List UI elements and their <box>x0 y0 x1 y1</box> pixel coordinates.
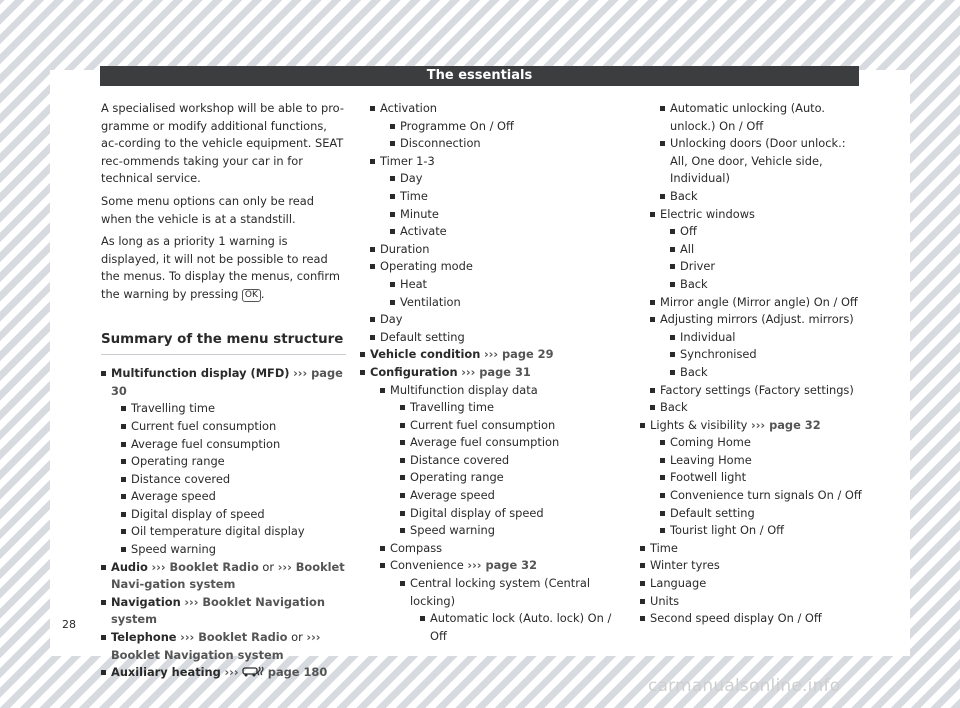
list-item <box>660 434 865 452</box>
activation-label: Activation <box>380 101 438 115</box>
list-item <box>650 206 865 294</box>
list-item <box>121 506 346 524</box>
list-item <box>370 258 615 311</box>
list-item <box>640 593 865 611</box>
operating-mode-label: Operating mode <box>380 259 473 274</box>
list-item-label: Time <box>400 188 428 203</box>
column-3 <box>640 100 865 628</box>
configuration-label: Configuration <box>370 364 458 379</box>
list-item <box>640 540 865 558</box>
list-item <box>101 559 346 594</box>
mirror-sublist <box>660 329 865 382</box>
menu-list-3-top <box>640 417 865 540</box>
compass-label: Compass <box>390 540 443 555</box>
mode-sublist <box>380 276 615 311</box>
default-setting-label: Default setting <box>380 329 465 344</box>
ok-key-icon: OK <box>242 289 261 302</box>
timer-label: Timer 1-3 <box>380 153 435 168</box>
list-item-label: Average fuel consumption <box>410 435 560 450</box>
list-item <box>670 276 865 294</box>
back-label: Back <box>660 400 688 415</box>
unlock-doors-label: Unlocking doors (Door unlock.: All, One door, Vehicle side, Individual) <box>670 136 846 186</box>
list-item-label: Heat <box>400 276 428 291</box>
day-label: Day <box>380 312 403 327</box>
page-number: 28 <box>62 618 76 631</box>
list-item-label: Leaving Home <box>670 452 752 467</box>
list-item <box>390 118 615 136</box>
list-item <box>660 452 865 470</box>
list-item <box>660 100 865 135</box>
factory-settings-label: Factory settings (Factory settings) <box>660 382 854 397</box>
list-item-label: Default setting <box>670 505 755 520</box>
list-item <box>670 346 865 364</box>
list-item-label: Individual <box>680 329 736 344</box>
list-item-label: Speed warning <box>410 523 495 538</box>
list-item <box>121 400 346 418</box>
telephone-label: Telephone <box>111 630 177 645</box>
list-item <box>121 471 346 489</box>
list-item-label: Distance covered <box>410 452 510 467</box>
section-title: Summary of the menu structure <box>101 326 346 356</box>
aux-heating-arrows: ››› <box>224 665 239 680</box>
list-item-label: All <box>680 241 695 256</box>
list-item-label: Convenience turn signals On / Off <box>670 488 862 503</box>
telephone-or: or <box>291 630 303 645</box>
list-item <box>370 311 615 329</box>
list-item <box>380 540 615 558</box>
list-item <box>390 170 615 188</box>
list-item-label: Average fuel consumption <box>131 436 281 451</box>
menu-list-3-deep <box>640 100 865 206</box>
programme-label: Programme On / Off <box>400 118 514 133</box>
convenience-label: Convenience <box>390 558 464 573</box>
column-1 <box>101 100 346 682</box>
list-item-label: Synchronised <box>680 347 757 362</box>
list-item-label: Oil temperature digital display <box>131 524 305 539</box>
list-item-label: Off <box>680 224 697 239</box>
list-item <box>400 452 615 470</box>
aux-heating-page-link[interactable]: page 180 <box>267 665 328 680</box>
list-item <box>121 453 346 471</box>
list-item-label: Current fuel consumption <box>410 417 556 432</box>
configuration-link[interactable]: ››› page 31 <box>461 364 531 379</box>
aux-heating-label: Auxiliary heating <box>111 665 221 680</box>
intro-paragraph-3 <box>101 233 346 303</box>
audio-or: or <box>262 559 275 574</box>
list-item-label: Travelling time <box>131 401 215 416</box>
list-item-label: Ventilation <box>400 294 461 309</box>
convenience-link[interactable]: ››› page 32 <box>467 558 537 573</box>
timer-sublist <box>380 170 615 240</box>
list-item-label: Second speed display On / Off <box>650 611 822 626</box>
list-item <box>400 434 615 452</box>
list-item <box>101 629 346 664</box>
list-item-label: Driver <box>680 259 716 274</box>
list-item <box>101 365 346 559</box>
list-item-label: Activate <box>400 224 447 239</box>
list-item <box>121 436 346 454</box>
list-item <box>101 594 346 629</box>
list-item <box>370 329 615 347</box>
list-item <box>390 276 615 294</box>
intro-paragraph-3-text: As long as a priority 1 warning is displayed, it will not be possible to read the menus. To display the menus, confirm the warning by pressing <box>101 234 340 301</box>
list-item <box>390 206 615 224</box>
list-item <box>660 522 865 540</box>
list-item-label: Operating range <box>410 470 504 485</box>
mfd-data-sublist <box>390 399 615 540</box>
auxiliary-heater-icon <box>242 665 264 677</box>
audio-radio-link[interactable]: ››› Booklet Radio <box>151 559 259 574</box>
list-item-label: Day <box>400 171 423 186</box>
list-item-label: Back <box>680 276 708 291</box>
list-item <box>400 505 615 523</box>
list-item <box>670 223 865 241</box>
list-item <box>400 487 615 505</box>
list-item <box>670 258 865 276</box>
telephone-navigation-link[interactable]: ››› Booklet Navigation system <box>111 630 321 662</box>
list-item <box>640 575 865 593</box>
auto-unlock-label: Automatic unlocking (Auto. unlock.) On / Off <box>670 101 826 133</box>
list-item <box>650 311 865 381</box>
vehicle-condition-label: Vehicle condition <box>370 347 481 362</box>
list-item <box>640 610 865 628</box>
list-item-label: Digital display of speed <box>410 505 544 520</box>
mfd-sublist <box>111 400 346 558</box>
list-item-label: Average speed <box>410 488 495 503</box>
list-item-label: Language <box>650 576 707 591</box>
electric-windows-label: Electric windows <box>660 206 755 221</box>
lights-sublist <box>650 434 865 540</box>
list-item <box>121 488 346 506</box>
list-item <box>650 399 865 417</box>
list-item <box>121 523 346 541</box>
window-sublist <box>660 223 865 293</box>
telephone-radio-link[interactable]: ››› Booklet Radio <box>180 630 288 645</box>
list-item-label: Coming Home <box>670 435 751 450</box>
column-2 <box>370 100 615 645</box>
menu-list-3-mid <box>640 206 865 417</box>
menu-list-3-bottom <box>640 540 865 628</box>
list-item-label: Digital display of speed <box>131 506 265 521</box>
list-item-label: Units <box>650 593 680 608</box>
list-item <box>660 505 865 523</box>
list-item <box>640 557 865 575</box>
intro-paragraph-3-end: . <box>260 286 265 301</box>
list-item <box>370 153 615 241</box>
list-item <box>390 294 615 312</box>
list-item-label: Speed warning <box>131 542 216 557</box>
auto-lock-label: Automatic lock (Auto. lock) On / Off <box>430 611 612 643</box>
mirror-angle-label: Mirror angle (Mirror angle) On / Off <box>660 294 858 309</box>
watermark: carmanualsonline.info <box>648 676 841 696</box>
list-item-label: Back <box>680 364 708 379</box>
list-item-label: Operating range <box>131 454 225 469</box>
lights-label: Lights & visibility <box>650 417 748 432</box>
list-item <box>390 188 615 206</box>
list-item-label: Current fuel consumption <box>131 418 277 433</box>
audio-label: Audio <box>111 559 148 574</box>
list-item <box>650 294 865 312</box>
list-item <box>640 417 865 540</box>
navigation-label: Navigation <box>111 594 181 609</box>
back-label: Back <box>670 188 698 203</box>
list-item <box>360 346 615 364</box>
list-item <box>360 364 615 646</box>
navigation-link[interactable]: ››› Booklet Navigation system <box>111 594 325 627</box>
list-item <box>370 100 615 153</box>
duration-label: Duration <box>380 241 430 256</box>
list-item <box>380 557 615 645</box>
list-item-label: Minute <box>400 206 439 221</box>
list-item <box>670 329 865 347</box>
list-item <box>670 241 865 259</box>
list-item <box>400 417 615 435</box>
list-item <box>670 364 865 382</box>
adjusting-mirrors-label: Adjusting mirrors (Adjust. mirrors) <box>660 312 854 327</box>
list-item <box>660 487 865 505</box>
list-item-label: Time <box>650 540 678 555</box>
list-item <box>390 135 615 153</box>
list-item-label: Tourist light On / Off <box>670 523 785 538</box>
menu-list-2-top <box>360 346 615 645</box>
intro-paragraph-1: A specialised workshop will be able to pro-gramme or modify additional functions, ac-cording to the vehicle equipment. SEAT rec-ommends taking your car in for technical service. <box>101 101 344 186</box>
lights-link[interactable]: ››› page 32 <box>751 417 821 432</box>
list-item <box>660 469 865 487</box>
mfd-page-link[interactable]: ››› page 30 <box>111 366 343 398</box>
menu-list-1 <box>101 365 346 682</box>
list-item-label: Travelling time <box>410 400 494 415</box>
intro-paragraph-2: Some menu options can only be read when the vehicle is at a standstill. <box>101 193 314 226</box>
disconnection-label: Disconnection <box>400 136 481 151</box>
list-item <box>121 418 346 436</box>
list-item <box>121 541 346 559</box>
list-item <box>400 399 615 417</box>
list-item-label: Winter tyres <box>650 558 720 573</box>
mfd-data-label: Multifunction display data <box>390 382 538 397</box>
list-item-label: Average speed <box>131 489 216 504</box>
list-item <box>660 135 865 188</box>
central-locking-label: Central locking system (Central locking) <box>410 576 591 608</box>
vehicle-condition-link[interactable]: ››› page 29 <box>483 347 554 362</box>
list-item-label: Distance covered <box>131 471 231 486</box>
list-item <box>650 382 865 400</box>
list-item <box>390 223 615 241</box>
list-item <box>101 664 346 682</box>
mfd-label: Multifunction display (MFD) <box>111 366 290 381</box>
menu-list-2 <box>370 100 615 346</box>
audio-navigation-link[interactable]: ››› Booklet Navi-gation system <box>111 559 345 592</box>
list-item <box>400 522 615 540</box>
list-item <box>380 382 615 540</box>
list-item <box>400 575 615 645</box>
page-header-title: The essentials <box>100 66 859 86</box>
list-item <box>370 241 615 259</box>
list-item <box>400 469 615 487</box>
list-item-label: Footwell light <box>670 470 747 485</box>
list-item <box>660 188 865 206</box>
list-item <box>420 610 615 645</box>
